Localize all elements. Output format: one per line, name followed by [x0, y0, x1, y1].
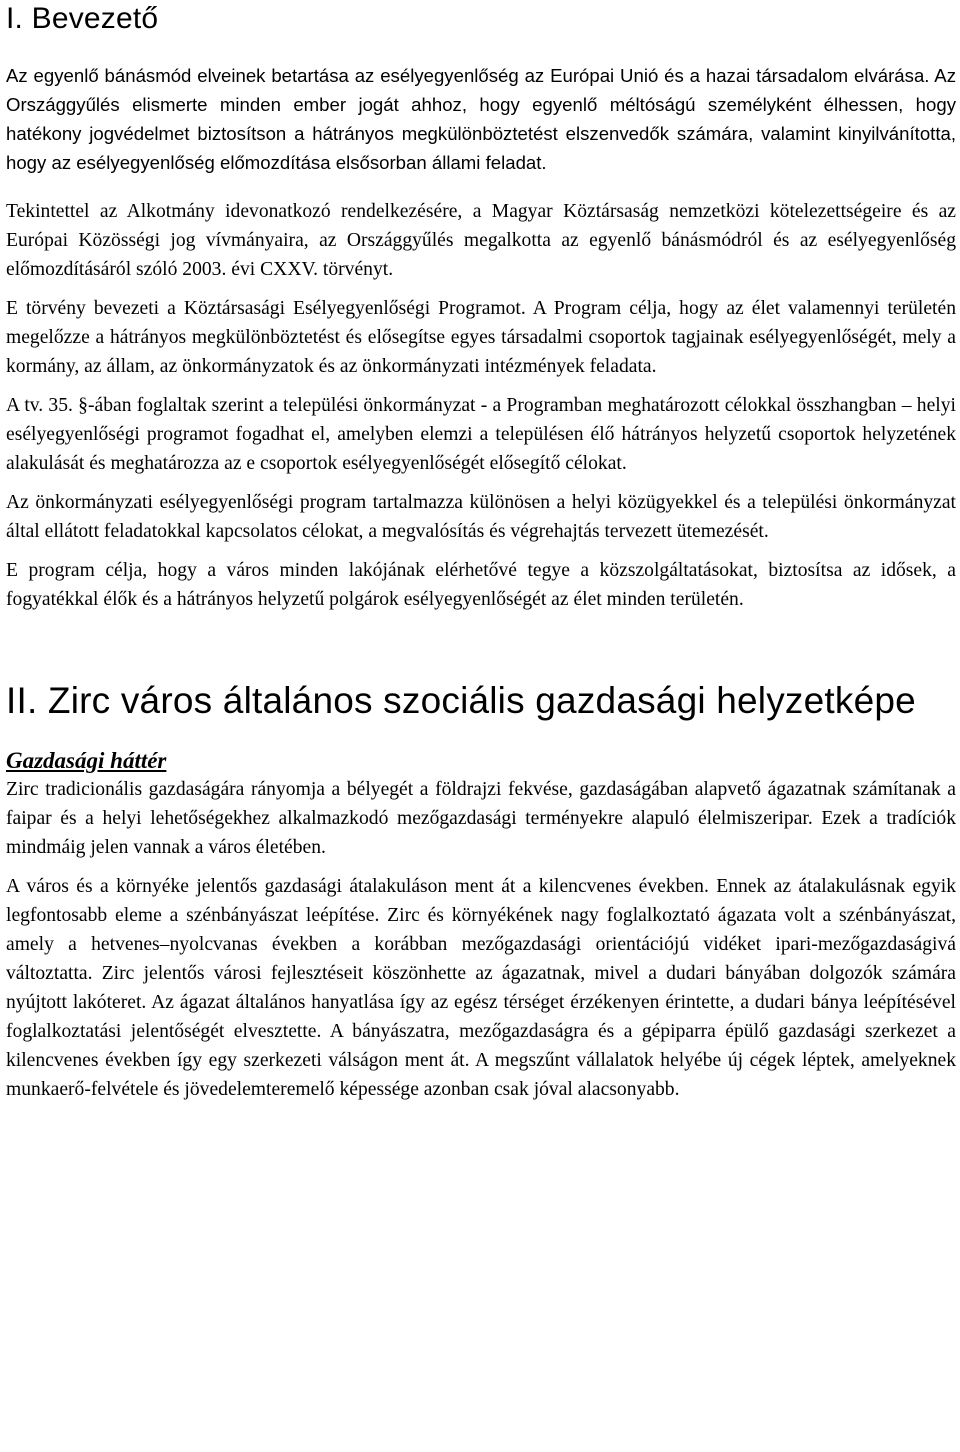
intro-paragraph-1: Az egyenlő bánásmód elveinek betartása az esélyegyenlőség az Európai Unió és a hazai társadalom elvárása. Az Országgyűlés elismerte minden ember jogát ahhoz, hogy egyenlő méltóságú személyként élhessen, hogy hatékony jogvédelmet biztosítson a hátrányos megkülönböztetést elszenvedők számára, valamint kinyilvánította, hogy az esélyegyenlőség előmozdítása elsősorban állami feladat. [6, 65, 956, 173]
intro-paragraph-3: E törvény bevezeti a Köztársasági Esélyegyenlőségi Programot. A Program célja, hogy az élet valamennyi területén megelőzze a hátrányos megkülönböztetést és elősegítse egyes társadalmi csoportok tagjainak esélyegyenlőségét, mely a kormány, az állam, az önkormányzatok és az önkormányzati intézmények feladata. [6, 298, 956, 377]
economy-paragraph-1: Zirc tradicionális gazdaságára rányomja a bélyegét a földrajzi fekvése, gazdaságában alapvető ágazatnak számítanak a faipar és a helyi lehetőségekhez alkalmazkodó mezőgazdasági terményekre alapuló élelmiszeripar. Ezek a tradíciók mindmáig jelen vannak a város életében. [6, 779, 956, 858]
economy-paragraph-2: A város és a környéke jelentős gazdasági átalakuláson ment át a kilencvenes években. Ennek az átalakulásnak egyik legfontosabb eleme a szénbányászat leépítése. Zirc és környékének nagy foglalkoztató ágazata volt a szénbányászat, amely a hetvenes–nyolcvanas években a korábban mezőgazdasági orientációjú vidéket ipari-mezőgazdaságivá változtatta. Zirc jelentős városi fejlesztéseit köszönhette az ágazatnak, mivel a dudari bányában dolgozók számára nyújtott lakóteret. Az ágazat általános hanyatlása így az egész térséget érzékenyen érintette, a dudari bánya leépítésével foglalkoztatási jelentőségét elvesztette. A bányászatra, mezőgazdaságra és a gépiparra épülő gazdasági szerkezet a kilencvenes években így egy szerkezeti válságon ment át. A megszűnt vállalatok helyébe új cégek léptek, amelyeknek munkaerő-felvétele és jövedelemteremelő képessége azonban csak jóval alacsonyabb. [6, 876, 956, 1100]
section-heading-introduction: I. Bevezető [6, 2, 159, 35]
document-page [6, 0, 956, 1104]
section-heading-zirc: II. Zirc város általános szociális gazdasági helyzetképe [6, 680, 916, 721]
intro-paragraph-5: Az önkormányzati esélyegyenlőségi program tartalmazza különösen a helyi közügyekkel és a települési önkormányzat által ellátott feladatokkal kapcsolatos célokat, a megvalósítás és végrehajtás tervezett ütemezését. [6, 492, 956, 542]
intro-paragraph-2: Tekintettel az Alkotmány idevonatkozó rendelkezésére, a Magyar Köztársaság nemzetközi kötelezettségeire és az Európai Közösségi jog vívmányaira, az Országgyűlés megalkotta az egyenlő bánásmódról és az esélyegyenlőség előmozdításáról szóló 2003. évi CXXV. törvényt. [6, 201, 956, 280]
subheading-economic-background: Gazdasági háttér [6, 748, 167, 773]
intro-paragraph-4: A tv. 35. §-ában foglaltak szerint a települési önkormányzat - a Programban meghatározott célokkal összhangban – helyi esélyegyenlőségi programot fogadhat el, amelyben elemzi a településen élő hátrányos helyzetű csoportok helyzetének alakulását és meghatározza az e csoportok esélyegyenlőségét elősegítő célokat. [6, 395, 956, 474]
intro-paragraph-6: E program célja, hogy a város minden lakójának elérhetővé tegye a közszolgáltatásokat, biztosítsa az idősek, a fogyatékkal élők és a hátrányos helyzetű polgárok esélyegyenlőségét az élet minden területén. [6, 560, 956, 610]
